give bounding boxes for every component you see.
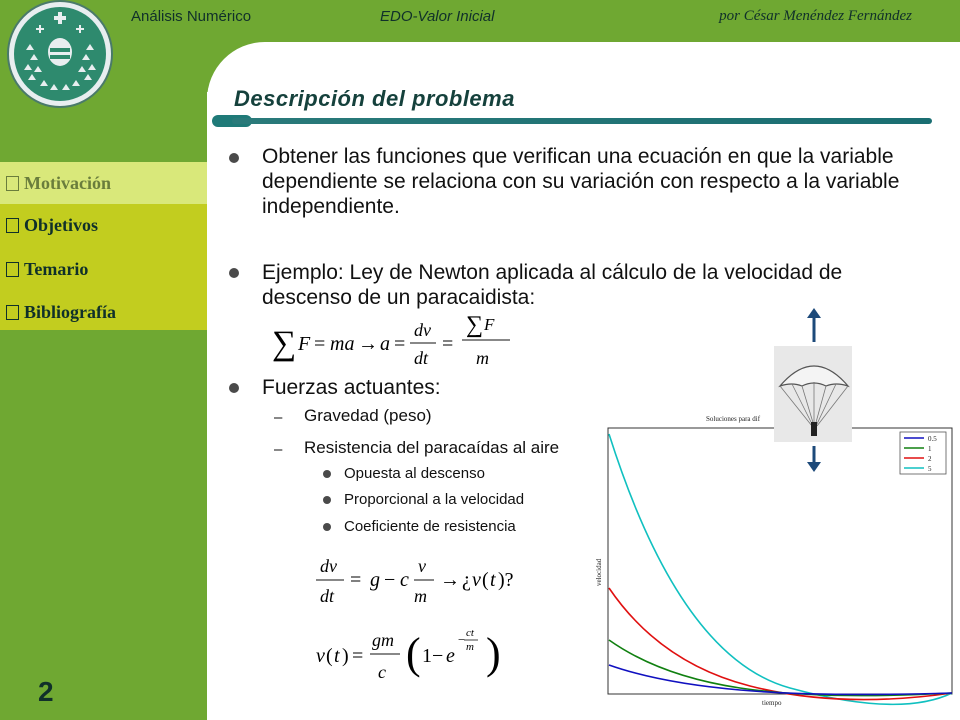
header-topic: EDO-Valor Inicial <box>380 8 495 25</box>
sub-item: Gravedad (peso) <box>304 406 432 425</box>
bullet-text: Ejemplo: Ley de Newton aplicada al cálculo de la velocidad de descenso de un paracaidista: <box>262 261 843 309</box>
svg-text:=: = <box>314 333 326 355</box>
svg-text:=: = <box>352 645 364 667</box>
plot-xlabel: tiempo <box>762 699 782 707</box>
nav-label: Motivación <box>24 172 111 193</box>
checkbox-icon <box>6 305 19 320</box>
svg-text:m: m <box>466 641 474 653</box>
svg-text:v: v <box>472 569 481 591</box>
sub-sub-item: Coeficiente de resistencia <box>344 518 516 535</box>
sub-sub-item: Proporcional a la velocidad <box>344 491 525 508</box>
svg-text:=: = <box>394 333 406 355</box>
svg-text:gm: gm <box>372 630 394 650</box>
header-course: Análisis Numérico <box>131 8 252 25</box>
svg-text:t: t <box>334 645 340 667</box>
legend-label: 0.5 <box>928 435 937 443</box>
header-author: por César Menéndez Fernández <box>719 8 912 24</box>
nav-item-motivacion[interactable] <box>0 162 207 204</box>
bullet-icon <box>323 523 331 531</box>
bullet-icon <box>323 496 331 504</box>
svg-text:ma: ma <box>330 333 355 355</box>
svg-text:c: c <box>400 569 409 591</box>
svg-text:): ) <box>486 629 501 678</box>
legend-label: 2 <box>928 455 932 463</box>
svg-text:v: v <box>418 556 426 576</box>
newton-formula <box>270 308 530 368</box>
checkbox-icon <box>6 262 19 277</box>
nav-item-bibliografia[interactable] <box>0 291 207 333</box>
svg-text:dv: dv <box>320 556 337 576</box>
svg-text:m: m <box>414 586 427 606</box>
bullet-icon <box>229 383 239 393</box>
svg-text:dt: dt <box>414 348 429 368</box>
svg-text:=: = <box>442 333 454 355</box>
svg-text:(: ( <box>482 569 489 591</box>
svg-text:): ) <box>342 645 349 667</box>
legend-label: 1 <box>928 445 932 453</box>
svg-text:→: → <box>440 569 460 591</box>
sub-sub-item: Opuesta al descenso <box>344 465 485 482</box>
svg-text:c: c <box>378 662 386 682</box>
svg-text:1−: 1− <box>422 645 444 667</box>
parachutist-icon <box>774 306 852 476</box>
svg-text:−: − <box>458 632 466 647</box>
ode-formula <box>314 550 554 610</box>
solution-formula <box>314 618 564 690</box>
svg-text:∑: ∑ <box>272 325 297 362</box>
svg-text:t: t <box>490 569 496 591</box>
svg-text:(: ( <box>406 629 421 678</box>
title-underline <box>232 118 932 124</box>
slide-number: 2 <box>38 676 54 707</box>
dash-mark: – <box>274 409 283 426</box>
nav-item-temario[interactable] <box>0 248 207 290</box>
svg-text:−: − <box>384 569 396 591</box>
svg-text:F: F <box>298 333 311 355</box>
slide-title: Descripción del problema <box>234 86 515 111</box>
nav-item-objetivos[interactable] <box>0 204 207 246</box>
sidebar <box>0 42 207 720</box>
svg-text:ct: ct <box>466 627 474 639</box>
svg-text:∑: ∑ <box>466 312 484 338</box>
bullet-icon <box>229 268 239 278</box>
svg-text:)?: )? <box>498 569 514 591</box>
checkbox-icon <box>6 176 19 191</box>
dash-mark: – <box>274 441 283 458</box>
nav-label: Objetivos <box>24 214 98 235</box>
bullet-icon <box>323 470 331 478</box>
svg-text:F: F <box>484 315 495 334</box>
svg-text:¿: ¿ <box>462 569 471 591</box>
university-seal-icon <box>4 0 116 112</box>
legend-label: 5 <box>928 465 932 473</box>
svg-text:dt: dt <box>320 586 335 606</box>
sub-item: Resistencia del paracaídas al aire <box>304 438 560 457</box>
plot-title: Soluciones para dif <box>706 415 761 423</box>
nav-label: Temario <box>24 258 89 279</box>
checkbox-icon <box>6 218 19 233</box>
bullet-icon <box>229 153 239 163</box>
plot-ylabel: velocidad <box>595 558 603 586</box>
svg-text:g: g <box>370 569 380 591</box>
svg-text:a: a <box>380 333 390 355</box>
svg-text:=: = <box>350 569 362 591</box>
svg-text:v: v <box>316 645 325 667</box>
nav-label: Bibliografía <box>24 301 117 322</box>
bullet-text: Obtener las funciones que verifican una ecuación en que la variable dependiente se relaciona con su variación con respecto a la variable independiente. <box>262 145 900 218</box>
bullet-text: Fuerzas actuantes: <box>262 376 441 399</box>
svg-text:→: → <box>358 333 378 355</box>
svg-text:m: m <box>476 348 489 368</box>
svg-text:e: e <box>446 645 455 667</box>
svg-text:(: ( <box>326 645 333 667</box>
svg-text:dv: dv <box>414 320 431 340</box>
